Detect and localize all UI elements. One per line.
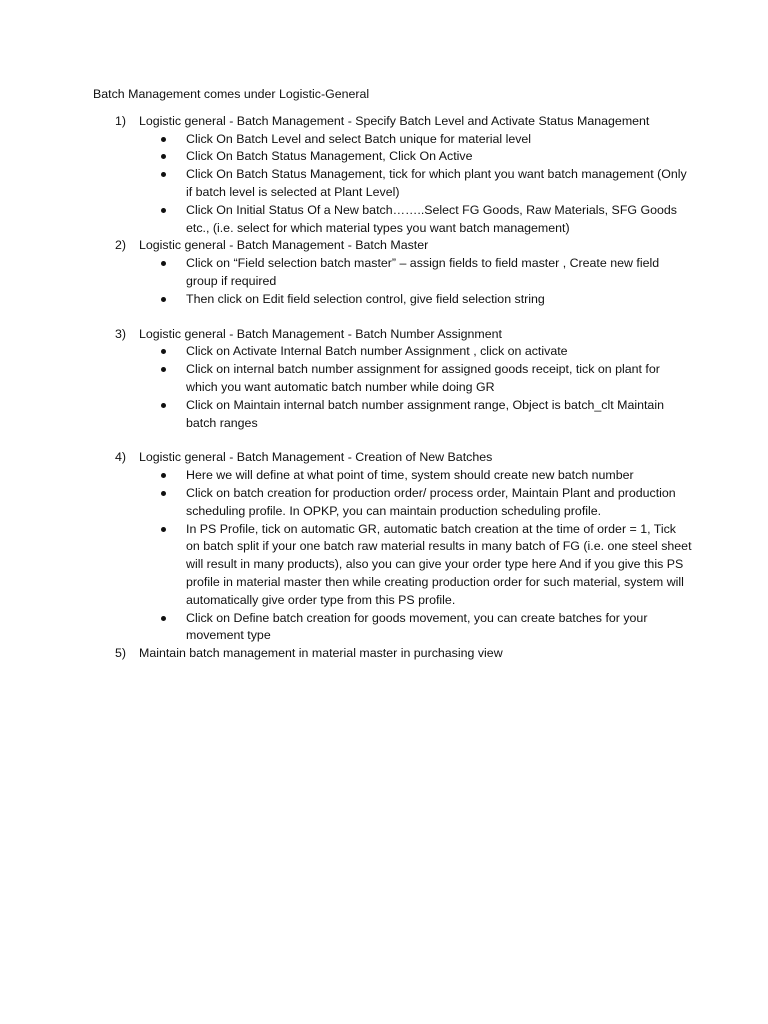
bullet-text: Click On Initial Status Of a New batch……..Select FG Goods, Raw Materials, SFG Goods etc., (i.e. select for which material types you want batch management) (186, 202, 677, 235)
bullet-item (139, 291, 693, 309)
bullet-text: In PS Profile, tick on automatic GR, automatic batch creation at the time of order = 1, Tick on batch split if your one batch raw material results in many batch of FG (i.e. one steel sheet will result in many products), also you can give your order type here And if you give this PS profile in material master then while creating production order for such material, system will automatically give order type from this PS profile. (186, 521, 692, 607)
bullet-item (139, 521, 693, 610)
bullet-item (139, 255, 693, 291)
bullet-icon (161, 208, 166, 213)
bullet-item (139, 397, 693, 433)
section-title: Logistic general - Batch Management - Batch Master (139, 238, 429, 253)
section-item (93, 645, 693, 663)
bullet-list (139, 255, 693, 308)
bullet-text: Click On Batch Level and select Batch unique for material level (186, 131, 532, 146)
bullet-icon (161, 137, 166, 142)
section-item (93, 113, 693, 238)
bullet-list (139, 343, 693, 432)
bullet-text: Here we will define at what point of time, system should create new batch number (186, 468, 634, 483)
bullet-icon (161, 261, 166, 266)
bullet-text: Then click on Edit field selection control, give field selection string (186, 291, 545, 306)
bullet-icon (161, 297, 166, 302)
document-heading: Batch Management comes under Logistic-General (93, 87, 370, 101)
section-number: 5) (115, 646, 127, 661)
bullet-text: Click on “Field selection batch master” – assign fields to field master , Create new field group if required (186, 256, 660, 288)
bullet-list (139, 467, 693, 645)
bullet-icon (161, 403, 166, 408)
document-body (93, 86, 693, 663)
section-title: Maintain batch management in material master in purchasing view (139, 646, 503, 661)
bullet-item (139, 166, 693, 202)
bullet-item (139, 148, 693, 166)
bullet-text: Click On Batch Status Management, tick for which plant you want batch management (Only if batch level is selected at Plant Level) (186, 167, 687, 199)
bullet-icon (161, 527, 166, 532)
section-title: Logistic general - Batch Management - Specify Batch Level and Activate Status Management (139, 113, 650, 128)
section-number: 3) (115, 326, 127, 341)
bullet-item (139, 467, 693, 485)
section-number: 4) (115, 450, 127, 465)
bullet-text: Click On Batch Status Management, Click On Active (186, 149, 473, 164)
bullet-text: Click on Activate Internal Batch number Assignment , click on activate (186, 344, 568, 359)
bullet-text: Click on batch creation for production order/ process order, Maintain Plant and production scheduling profile. In OPKP, you can maintain production scheduling profile. (186, 485, 676, 518)
bullet-item (139, 361, 693, 397)
bullet-icon (161, 473, 166, 478)
bullet-icon (161, 367, 166, 372)
bullet-icon (161, 491, 166, 496)
bullet-icon (161, 349, 166, 354)
bullet-text: Click on Define batch creation for goods movement, you can create batches for your movement type (186, 610, 648, 643)
bullet-text: Click on Maintain internal batch number assignment range, Object is batch_clt Maintain batch ranges (186, 397, 664, 430)
bullet-item (139, 131, 693, 149)
section-item (93, 237, 693, 308)
bullet-text: Click on internal batch number assignment for assigned goods receipt, tick on plant for which you want automatic batch number while doing GR (186, 362, 660, 394)
bullet-icon (161, 616, 166, 621)
section-list (93, 113, 693, 663)
bullet-item (139, 202, 693, 238)
bullet-item (139, 343, 693, 361)
bullet-icon (161, 172, 166, 177)
section-number: 2) (115, 238, 127, 253)
section-item (93, 449, 693, 645)
section-title: Logistic general - Batch Management - Creation of New Batches (139, 450, 493, 465)
section-number: 1) (115, 113, 127, 128)
bullet-icon (161, 154, 166, 159)
bullet-list (139, 131, 693, 238)
section-title: Logistic general - Batch Management - Batch Number Assignment (139, 326, 502, 341)
bullet-item (139, 485, 693, 521)
section-item (93, 326, 693, 433)
bullet-item (139, 610, 693, 646)
